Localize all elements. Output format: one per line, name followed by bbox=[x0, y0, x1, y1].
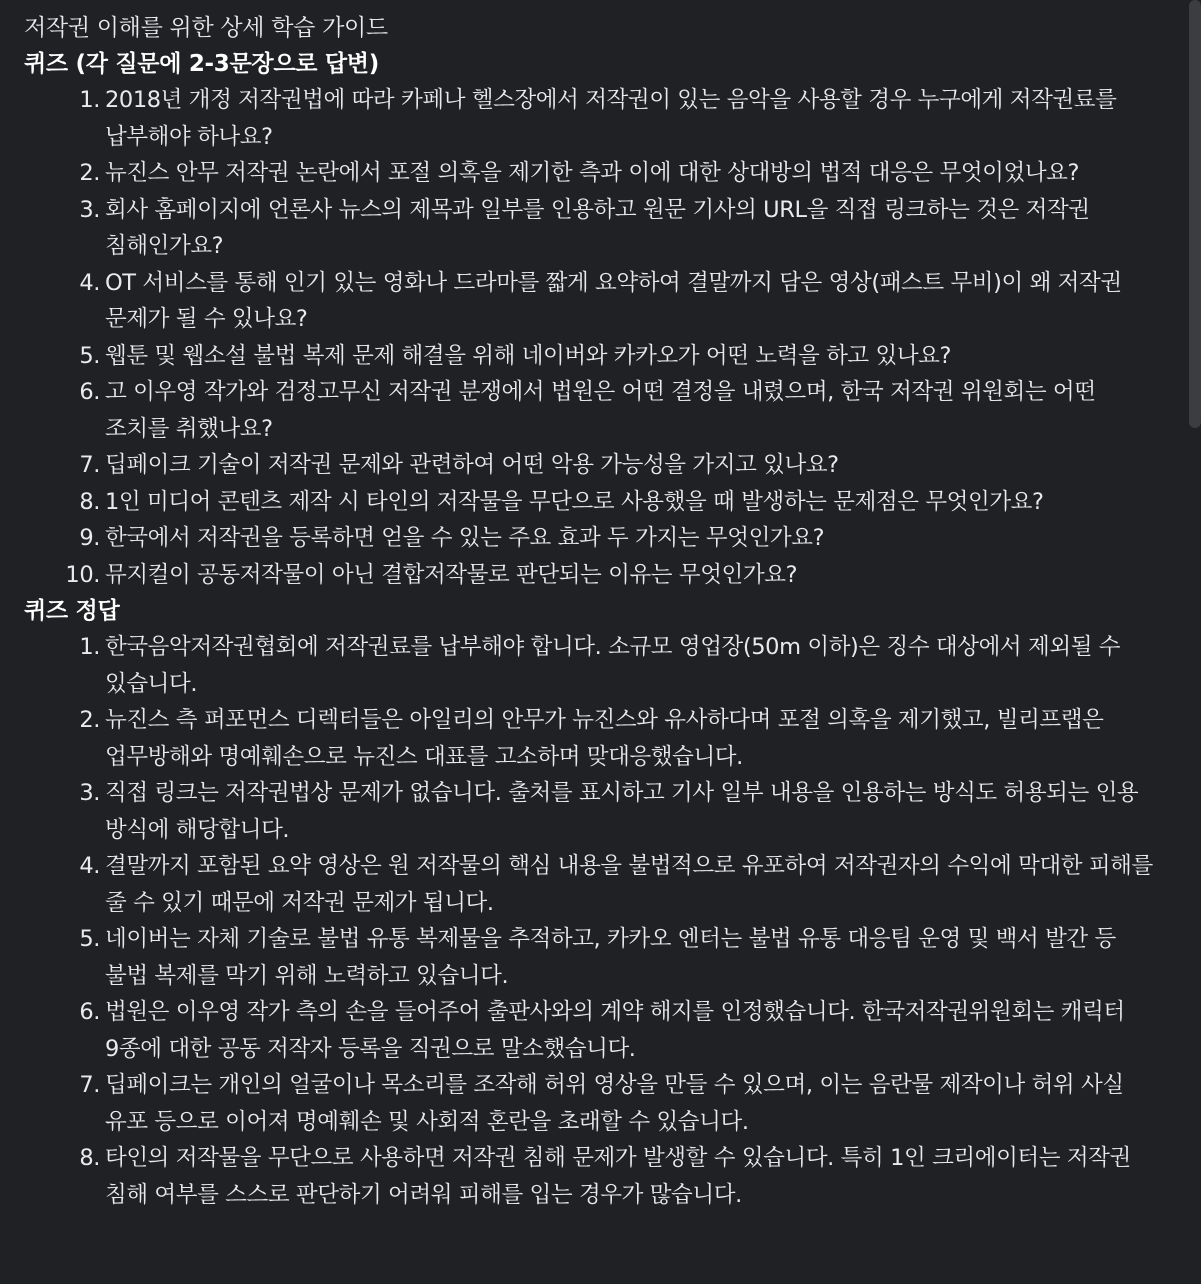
quiz-answer-text: 한국음악저작권협회에 저작권료를 납부해야 합니다. 소규모 영업장(50m 이하)은 징수 대상에서 제외될 수 있습니다. bbox=[105, 634, 1121, 697]
document-body bbox=[24, 10, 1164, 1213]
quiz-question-text: 뮤지컬이 공동저작물이 아닌 결합저작물로 판단되는 이유는 무엇인가요? bbox=[105, 561, 798, 588]
quiz-question-number: 3. bbox=[79, 196, 100, 223]
quiz-question-number: 7. bbox=[79, 452, 100, 478]
quiz-answer-text: 타인의 저작물을 무단으로 사용하면 저작권 침해 문제가 발생할 수 있습니다. 특히 1인 크리에이터는 저작권 침해 여부를 스스로 판단하기 어려워 피해를 입는 경우가 많습니다. bbox=[105, 1145, 1131, 1208]
quiz-answer bbox=[24, 1140, 1164, 1213]
quiz-question-number: 4. bbox=[79, 269, 100, 296]
quiz-question-text: 2018년 개정 저작권법에 따라 카페나 헬스장에서 저작권이 있는 음악을 사용할 경우 누구에게 저작권료를 납부해야 하나요? bbox=[105, 87, 1117, 150]
quiz-question-text: 고 이우영 작가와 검정고무신 저작권 분쟁에서 법원은 어떤 결정을 내렸으며, 한국 저작권 위원회는 어떤 조치를 취했나요? bbox=[105, 379, 1096, 442]
quiz-answer bbox=[24, 702, 1164, 775]
quiz-question-text: 웹툰 및 웹소설 불법 복제 문제 해결을 위해 네이버와 카카오가 어떤 노력을 하고 있나요? bbox=[105, 342, 952, 369]
quiz-answer bbox=[24, 994, 1164, 1067]
quiz-answer-text: 네이버는 자체 기술로 불법 유통 복제물을 추적하고, 카카오 엔터는 불법 유통 대응팀 운영 및 백서 발간 등 불법 복제를 막기 위해 노력하고 있습니다. bbox=[105, 926, 1116, 989]
quiz-answer-number: 3. bbox=[79, 780, 100, 806]
quiz-question bbox=[24, 557, 1164, 594]
quiz-question bbox=[24, 265, 1164, 338]
quiz-question-number: 1. bbox=[79, 87, 100, 113]
quiz-question bbox=[24, 374, 1164, 447]
quiz-answer-text: 딥페이크는 개인의 얼굴이나 목소리를 조작해 허위 영상을 만들 수 있으며, 이는 음란물 제작이나 허위 사실 유포 등으로 이어져 명예훼손 및 사회적 혼란을 초래할 수 있습니다. bbox=[105, 1072, 1124, 1135]
quiz-question-text: 딥페이크 기술이 저작권 문제와 관련하여 어떤 악용 가능성을 가지고 있나요? bbox=[105, 452, 839, 478]
quiz-answer-number: 6. bbox=[79, 999, 100, 1025]
scrollbar-thumb[interactable] bbox=[1189, 0, 1201, 428]
quiz-question-number: 6. bbox=[79, 379, 100, 405]
quiz-answer bbox=[24, 921, 1164, 994]
quiz-answer-text: 뉴진스 측 퍼포먼스 디렉터들은 아일리의 안무가 뉴진스와 유사하다며 포절 의혹을 제기했고, 빌리프랩은 업무방해와 명예훼손으로 뉴진스 대표를 고소하며 맞대응했습니다. bbox=[105, 707, 1104, 770]
quiz-question-text: 뉴진스 안무 저작권 논란에서 포절 의혹을 제기한 측과 이에 대한 상대방의 법적 대응은 무엇이었나요? bbox=[105, 160, 1080, 186]
quiz-answer-number: 4. bbox=[79, 853, 100, 879]
quiz-answer-text: 결말까지 포함된 요약 영상은 원 저작물의 핵심 내용을 불법적으로 유포하여 저작권자의 수익에 막대한 피해를 줄 수 있기 때문에 저작권 문제가 됩니다. bbox=[105, 853, 1153, 916]
quiz-answer bbox=[24, 848, 1164, 921]
quiz-answer-number: 1. bbox=[79, 634, 100, 660]
quiz-answer-number: 5. bbox=[79, 926, 100, 952]
quiz-question bbox=[24, 484, 1164, 521]
quiz-question-list bbox=[24, 82, 1164, 593]
quiz-question-text: OT 서비스를 통해 인기 있는 영화나 드라마를 짧게 요약하여 결말까지 담은 영상(패스트 무비)이 왜 저작권 문제가 될 수 있나요? bbox=[105, 269, 1122, 332]
answers-heading: 퀴즈 정답 bbox=[24, 598, 120, 624]
quiz-answer-text: 법원은 이우영 작가 측의 손을 들어주어 출판사와의 계약 해지를 인정했습니다. 한국저작권위원회는 캐릭터 9종에 대한 공동 저작자 등록을 직권으로 말소했습니다. bbox=[105, 999, 1125, 1062]
quiz-question-text: 회사 홈페이지에 언론사 뉴스의 제목과 일부를 인용하고 원문 기사의 URL을 직접 링크하는 것은 저작권 침해인가요? bbox=[105, 196, 1090, 259]
quiz-answer bbox=[24, 775, 1164, 848]
quiz-question bbox=[24, 520, 1164, 557]
quiz-heading: 퀴즈 (각 질문에 2-3문장으로 답변) bbox=[24, 51, 379, 77]
quiz-answer-number: 2. bbox=[79, 707, 100, 733]
quiz-question bbox=[24, 82, 1164, 155]
quiz-answer-text: 직접 링크는 저작권법상 문제가 없습니다. 출처를 표시하고 기사 일부 내용을 인용하는 방식도 허용되는 인용 방식에 해당합니다. bbox=[105, 780, 1139, 843]
quiz-question-number: 5. bbox=[79, 342, 100, 369]
quiz-question bbox=[24, 155, 1164, 192]
quiz-question-number: 2. bbox=[79, 160, 100, 186]
quiz-answer-number: 7. bbox=[79, 1072, 100, 1098]
quiz-question-text: 1인 미디어 콘텐츠 제작 시 타인의 저작물을 무단으로 사용했을 때 발생하는 문제점은 무엇인가요? bbox=[105, 488, 1044, 515]
quiz-question-number: 10. bbox=[65, 561, 100, 588]
document-title: 저작권 이해를 위한 상세 학습 가이드 bbox=[24, 15, 388, 41]
quiz-question bbox=[24, 447, 1164, 484]
vertical-scrollbar[interactable] bbox=[1189, 0, 1201, 1284]
quiz-question-number: 8. bbox=[79, 488, 100, 515]
quiz-answer bbox=[24, 629, 1164, 702]
quiz-question bbox=[24, 192, 1164, 265]
quiz-question-number: 9. bbox=[79, 525, 100, 551]
quiz-answer-list bbox=[24, 629, 1164, 1213]
quiz-question bbox=[24, 338, 1164, 375]
quiz-question-text: 한국에서 저작권을 등록하면 얻을 수 있는 주요 효과 두 가지는 무엇인가요? bbox=[105, 525, 825, 551]
quiz-answer bbox=[24, 1067, 1164, 1140]
quiz-answer-number: 8. bbox=[79, 1145, 100, 1171]
